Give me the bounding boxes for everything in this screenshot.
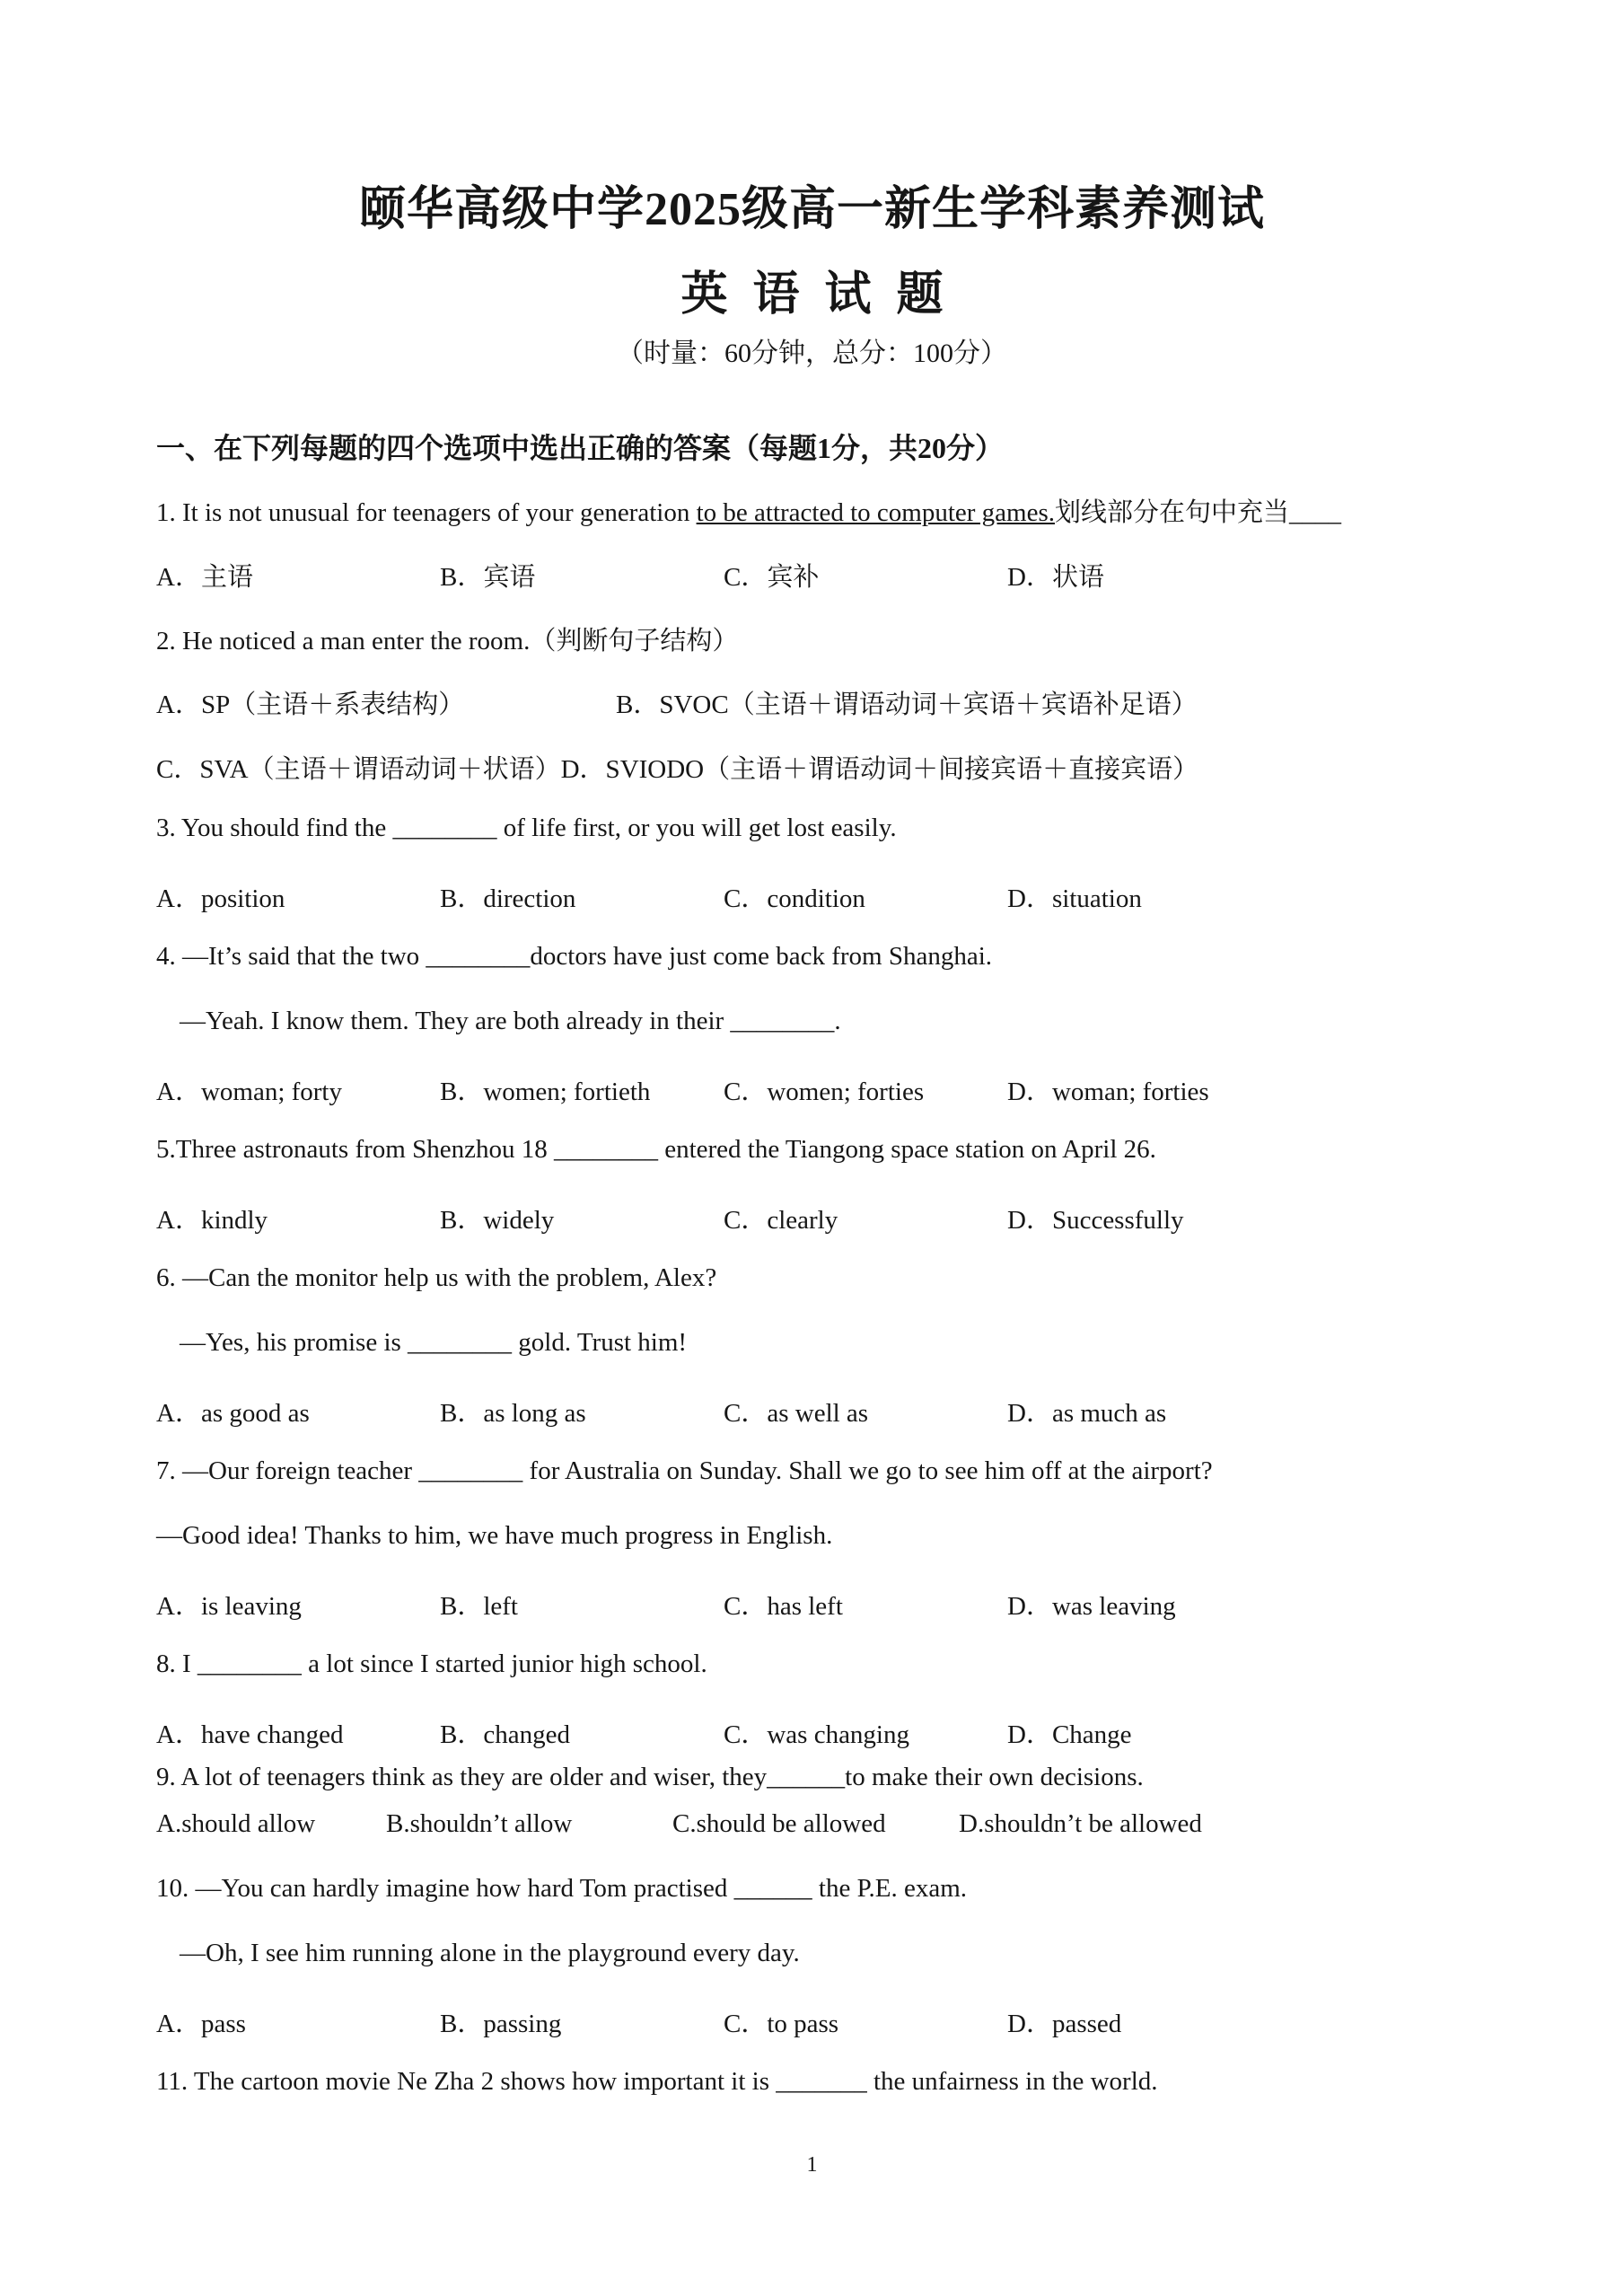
question-4-reply: —Yeah. I know them. They are both already in their ________. [180,1007,841,1035]
option-b[interactable]: B．direction [440,884,576,913]
question-9: 9. A lot of teenagers think as they are older and wiser, they______to make their own decisions. [156,1763,1144,1791]
option-d[interactable]: D．as much as [1007,1399,1167,1428]
question-4: 4. —It’s said that the two ________doctors have just come back from Shanghai. [156,942,993,971]
option-b[interactable]: B．left [440,1592,518,1621]
option-b[interactable]: B．as long as [440,1399,586,1428]
option-a[interactable]: A．have changed [156,1720,344,1749]
question-1-underlined: to be attracted to computer games. [696,498,1055,527]
option-c[interactable]: C．clearly [724,1206,838,1235]
option-c[interactable]: C．was changing [724,1720,909,1749]
option-d[interactable]: D．状语 [1007,563,1104,592]
option-a[interactable]: A．woman; forty [156,1078,342,1106]
option-a[interactable]: A．SP（主语＋系表结构） [156,691,465,719]
option-a[interactable]: A.should allow [156,1809,316,1838]
time-info: （时量：60分钟，总分：100分） [617,339,1007,368]
option-a[interactable]: A．as good as [156,1399,310,1428]
option-a[interactable]: A．主语 [156,563,253,592]
option-a[interactable]: A．kindly [156,1206,268,1235]
option-c[interactable]: C．to pass [724,2010,839,2038]
option-d[interactable]: D.shouldn’t be allowed [959,1809,1202,1838]
question-5: 5.Three astronauts from Shenzhou 18 ________ entered the Tiangong space station on April 26. [156,1135,1156,1164]
subject-title: 英语试题 [680,269,969,321]
section-1-title: 一、在下列每题的四个选项中选出正确的答案（每题1分，共20分） [156,432,1005,464]
option-c[interactable]: C．has left [724,1592,843,1621]
option-d[interactable]: D．Successfully [1007,1206,1184,1235]
option-c[interactable]: C．宾补 [724,563,820,592]
option-d[interactable]: D．was leaving [1007,1592,1176,1621]
option-a[interactable]: A．pass [156,2010,246,2038]
question-8: 8. I ________ a lot since I started junior high school. [156,1649,707,1678]
question-7: 7. —Our foreign teacher ________ for Australia on Sunday. Shall we go to see him off at the airport? [156,1456,1213,1485]
question-2-options-cd[interactable]: C．SVA（主语＋谓语动词＋状语）D．SVIODO（主语＋谓语动词＋间接宾语＋直接宾语） [156,755,1199,784]
option-c[interactable]: C.should be allowed [672,1809,886,1838]
question-10: 10. —You can hardly imagine how hard Tom practised ______ the P.E. exam. [156,1874,968,1903]
option-b[interactable]: B．SVOC（主语＋谓语动词＋宾语＋宾语补足语） [616,691,1198,719]
option-c[interactable]: C．women; forties [724,1078,925,1106]
option-b[interactable]: B．passing [440,2010,562,2038]
option-a[interactable]: A．is leaving [156,1592,302,1621]
question-10-reply: —Oh, I see him running alone in the playground every day. [180,1939,800,1967]
school-title: 颐华高级中学2025级高一新生学科素养测试 [358,184,1265,235]
option-c[interactable]: C．condition [724,884,865,913]
option-a[interactable]: A．position [156,884,285,913]
option-b[interactable]: B．changed [440,1720,570,1749]
question-11: 11. The cartoon movie Ne Zha 2 shows how important it is _______ the unfairness in the world. [156,2067,1158,2096]
question-6: 6. —Can the monitor help us with the problem, Alex? [156,1263,717,1292]
option-b[interactable]: B．women; fortieth [440,1078,651,1106]
option-d[interactable]: D．Change [1007,1720,1132,1749]
question-1-post: 划线部分在句中充当____ [1055,498,1342,527]
option-c[interactable]: C．as well as [724,1399,869,1428]
option-d[interactable]: D．woman; forties [1007,1078,1209,1106]
question-1-pre: 1. It is not unusual for teenagers of your generation [156,498,697,527]
question-1 [156,492,1341,529]
page-number: 1 [806,2153,818,2177]
question-2: 2. He noticed a man enter the room.（判断句子结构） [156,627,739,655]
option-d[interactable]: D．situation [1007,884,1142,913]
question-6-reply: —Yes, his promise is ________ gold. Trust him! [180,1328,688,1357]
option-b[interactable]: B.shouldn’t allow [386,1809,573,1838]
question-3: 3. You should find the ________ of life first, or you will get lost easily. [156,814,897,842]
question-7-reply: —Good idea! Thanks to him, we have much progress in English. [156,1521,833,1550]
option-d[interactable]: D．passed [1007,2010,1122,2038]
option-b[interactable]: B．widely [440,1206,555,1235]
option-b[interactable]: B．宾语 [440,563,536,592]
